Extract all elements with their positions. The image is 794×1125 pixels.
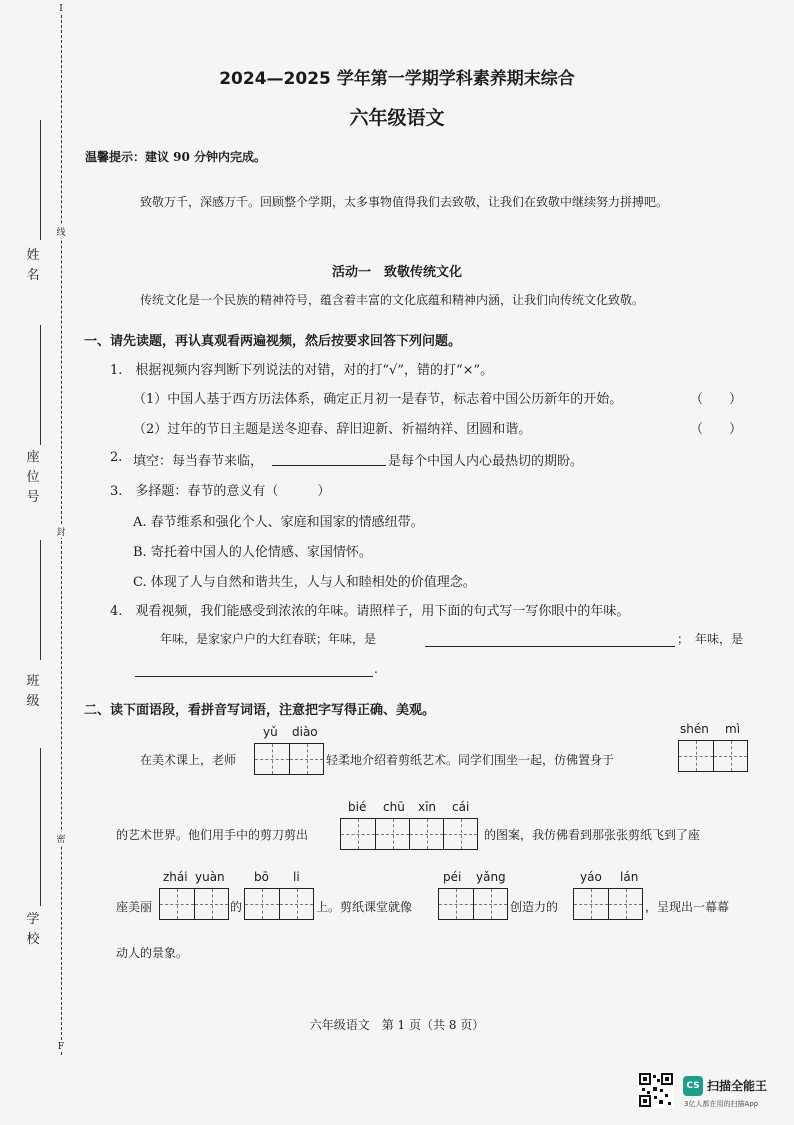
q1-item-2: （2）过年的节日主题是送冬迎春、辞旧迎新、祈福纳祥、团圆和谐。	[133, 422, 532, 437]
binding-mark-top: I	[56, 4, 66, 14]
pinyin-zhai: zhái	[163, 870, 188, 884]
school-field-line[interactable]	[40, 748, 41, 906]
s2-l2a: 的艺术世界。他们用手中的剪刀剪出	[116, 828, 309, 842]
pinyin-cai: cái	[452, 800, 470, 814]
binding-mark-xian: 线	[56, 225, 66, 238]
pinyin-bie: bié	[348, 800, 367, 814]
exam-title: 2024—2025 学年第一学期学科素养期末综合	[219, 69, 575, 89]
pinyin-mi: mì	[725, 722, 741, 736]
name-label: 姓名	[26, 248, 40, 283]
pinyin-chu: chū	[383, 800, 405, 814]
q4-line1a: 年味，是家家户户的大红春联；年味，是	[160, 632, 377, 646]
s2-l3c: 上。剪纸课堂就像	[316, 900, 413, 914]
seat-label: 座位号	[26, 450, 40, 505]
q3-option-b[interactable]: B. 寄托着中国人的人伦情感、家国情怀。	[133, 545, 372, 560]
q2-after: 是每个中国人内心最热切的期盼。	[388, 454, 584, 469]
s2-l2b: 的图案，我仿佛看到那张张剪纸飞到了座	[484, 828, 701, 842]
camscanner-logo: CS	[683, 1076, 703, 1096]
q4-line1b: ； 年味，是	[677, 632, 744, 646]
pinyin-yao: yáo	[580, 870, 602, 884]
pinyin-bo: bō	[254, 870, 269, 884]
s2-l4: 动人的景象。	[116, 946, 189, 960]
section2-heading: 二、读下面语段，看拼音写词语，注意把字写得正确、美观。	[84, 703, 436, 718]
q3-stem: 3. 多择题：春节的意义有（ ）	[110, 484, 331, 499]
grid-biechuxincai[interactable]	[340, 818, 478, 850]
q4-line2-end: .	[374, 662, 378, 676]
section1-heading: 一、请先读题，再认真观看两遍视频，然后按要求回答下列问题。	[84, 334, 462, 349]
q1-answer-2[interactable]: （ ）	[690, 422, 743, 437]
binding-mark-mi: 密	[56, 832, 66, 845]
s2-l3d: 创造力的	[510, 900, 559, 914]
seat-field-line[interactable]	[40, 325, 41, 445]
grid-zhaiyuan[interactable]	[159, 888, 229, 920]
tip-text: 温馨提示：建议 90 分钟内完成。	[85, 150, 267, 164]
scanner-tagline: 3亿人都在用的扫描App	[684, 1100, 759, 1108]
s2-l1b: 轻柔地介绍着剪纸艺术。同学们围坐一起，仿佛置身于	[326, 753, 615, 767]
pinyin-xin: xīn	[418, 800, 437, 814]
pinyin-yang: yǎng	[476, 870, 506, 884]
pinyin-diao: diào	[292, 725, 318, 739]
s2-l3a: 座美丽	[116, 900, 153, 914]
grid-yudiao[interactable]	[254, 743, 324, 775]
exam-subject: 六年级语文	[349, 107, 445, 129]
grid-boli[interactable]	[244, 888, 314, 920]
q1-item-1: （1）中国人基于西方历法体系，确定正月初一是春节，标志着中国公历新年的开始。	[133, 392, 623, 407]
scanner-name: 扫描全能王	[707, 1079, 768, 1093]
pinyin-lan: lán	[620, 870, 639, 884]
class-label: 班级	[26, 674, 40, 709]
q2-before: 填空：每当春节来临，	[133, 454, 264, 469]
pinyin-pei: péi	[443, 870, 462, 884]
q4-stem: 4. 观看视频，我们能感受到浓浓的年味。请照样子，用下面的句式写一写你眼中的年味。	[110, 604, 630, 619]
grid-yaolan[interactable]	[573, 888, 643, 920]
q4-blank-2[interactable]	[135, 676, 373, 677]
q2-blank[interactable]	[272, 465, 386, 466]
activity-title: 活动一 致敬传统文化	[331, 265, 462, 280]
intro-text: 致敬万千，深感万千。回顾整个学期，太多事物值得我们去致敬，让我们在致敬中继续努力拼搏吧。	[140, 195, 669, 209]
page-footer: 六年级语文 第 1 页（共 8 页）	[309, 1018, 485, 1032]
binding-mark-feng: 封	[56, 525, 66, 538]
q2-num: 2.	[110, 450, 123, 465]
pinyin-shen: shén	[680, 722, 709, 736]
grid-shenmi[interactable]	[678, 740, 748, 772]
qr-code-icon	[638, 1072, 674, 1108]
class-field-line[interactable]	[40, 540, 41, 660]
q1-stem: 1. 根据视频内容判断下列说法的对错，对的打“√”，错的打“×”。	[110, 363, 494, 378]
pinyin-li: li	[293, 870, 300, 884]
name-field-line[interactable]	[40, 120, 41, 240]
q3-option-c[interactable]: C. 体现了人与自然和谐共生，人与人和睦相处的价值理念。	[133, 575, 476, 590]
q1-answer-1[interactable]: （ ）	[690, 392, 743, 407]
binding-mark-bottom: F	[57, 1042, 65, 1052]
school-label: 学校	[26, 912, 40, 947]
q4-blank-1[interactable]	[425, 646, 675, 647]
s2-l1a: 在美术课上，老师	[140, 753, 237, 767]
grid-peiyang[interactable]	[438, 888, 508, 920]
q3-option-a[interactable]: A. 春节维系和强化个人、家庭和国家的情感纽带。	[133, 515, 424, 530]
pinyin-yu: yǔ	[263, 725, 278, 739]
activity-intro: 传统文化是一个民族的精神符号，蕴含着丰富的文化底蕴和精神内涵，让我们向传统文化致敬。	[140, 293, 645, 307]
s2-l3b: 的	[230, 900, 243, 914]
pinyin-yuan: yuàn	[195, 870, 225, 884]
s2-l3e: ，呈现出一幕幕	[645, 900, 730, 914]
